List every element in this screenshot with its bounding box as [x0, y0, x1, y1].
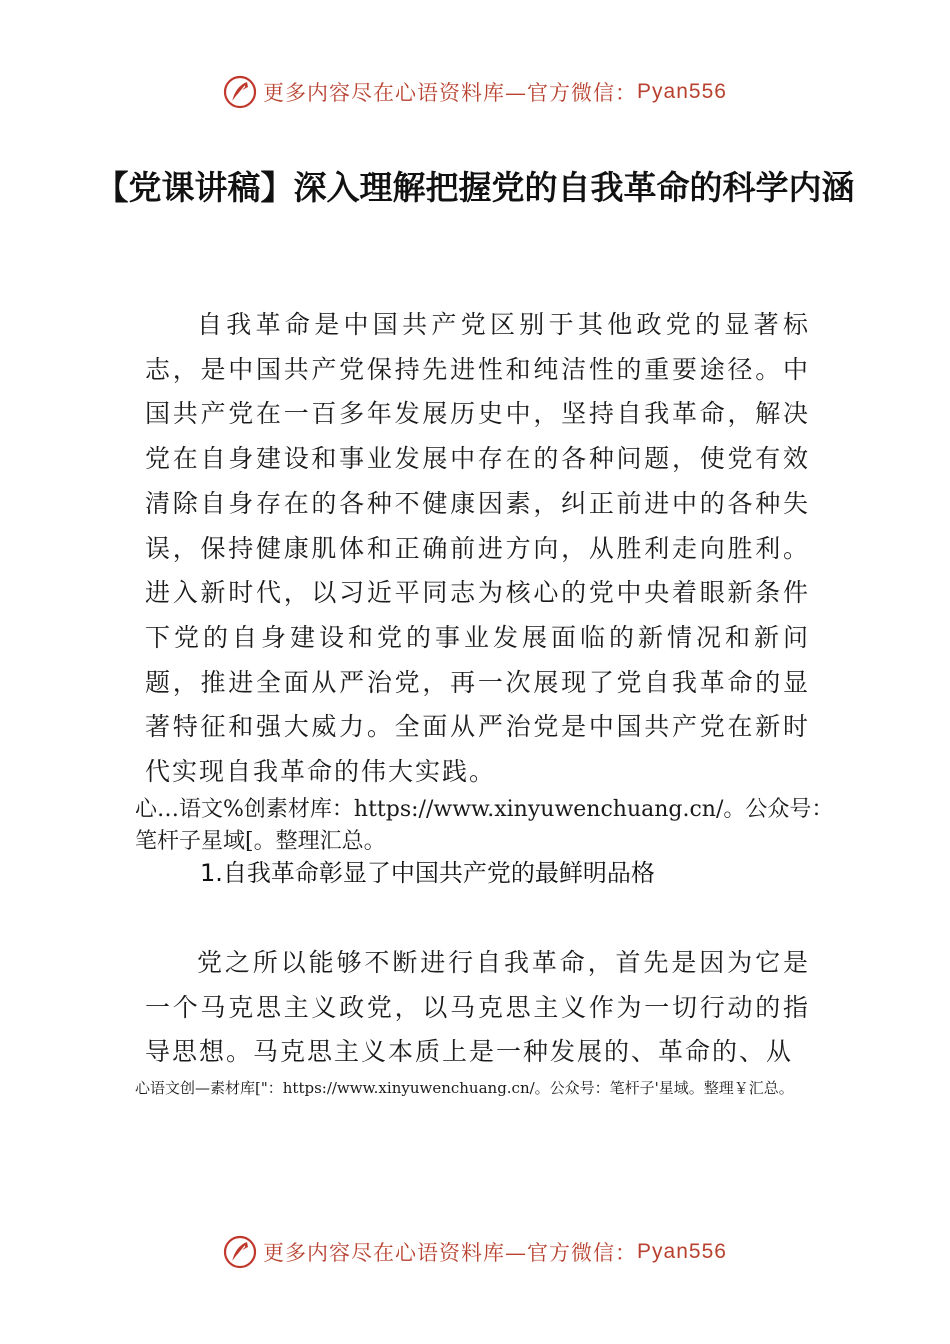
banner-wechat-id: Pyan556 [637, 1240, 727, 1263]
banner-promo-text: 更多内容尽在心语资料库—官方微信： [263, 1241, 638, 1265]
banner-wechat-id: Pyan556 [637, 80, 727, 103]
feather-pen-logo-icon [223, 75, 257, 109]
banner-promo-text: 更多内容尽在心语资料库—官方微信： [263, 81, 638, 105]
header-banner [0, 72, 950, 112]
feather-pen-logo-icon [223, 1235, 257, 1269]
document-title: 【党课讲稿】深入理解把握党的自我革命的科学内涵 [95, 168, 855, 207]
body-paragraph-2: 党之所以能够不断进行自我革命，首先是因为它是一个马克思主义政党，以马克思主义作为一切行动的指导思想。马克思主义本质上是一种发展的、革命的、从 [145, 948, 810, 1067]
watermark-text-1: 心…语文%创素材库：https://www.xinyuwenchuang.cn/。公众号：笔杆子星域[。整理汇总。 [135, 797, 834, 854]
watermark-text-2: 心语文创—素材库["：https://www.xinyuwenchuang.cn/。公众号：笔杆子'星域。整理￥汇总。 [135, 1079, 794, 1097]
body-paragraph-1: 自我革命是中国共产党区别于其他政党的显著标志，是中国共产党保持先进性和纯洁性的重要途径。中国共产党在一百多年发展历史中，坚持自我革命，解决党在自身建设和事业发展中存在的各种问题，使党有效清除自身存在的各种不健康因素，纠正前进中的各种失误，保持健康肌体和正确前进方向，从胜利走向胜利。进入新时代，以习近平同志为核心的党中央着眼新条件下党的自身建设和党的事业发展面临的新情况和新问题，推进全面从严治党，再一次展现了党自我革命的显著特征和强大威力。全面从严治党是中国共产党在新时代实现自我革命的伟大实践。 [145, 310, 810, 787]
section-heading-1: 1.自我革命彰显了中国共产党的最鲜明品格 [200, 859, 655, 887]
footer-banner [0, 1232, 950, 1272]
